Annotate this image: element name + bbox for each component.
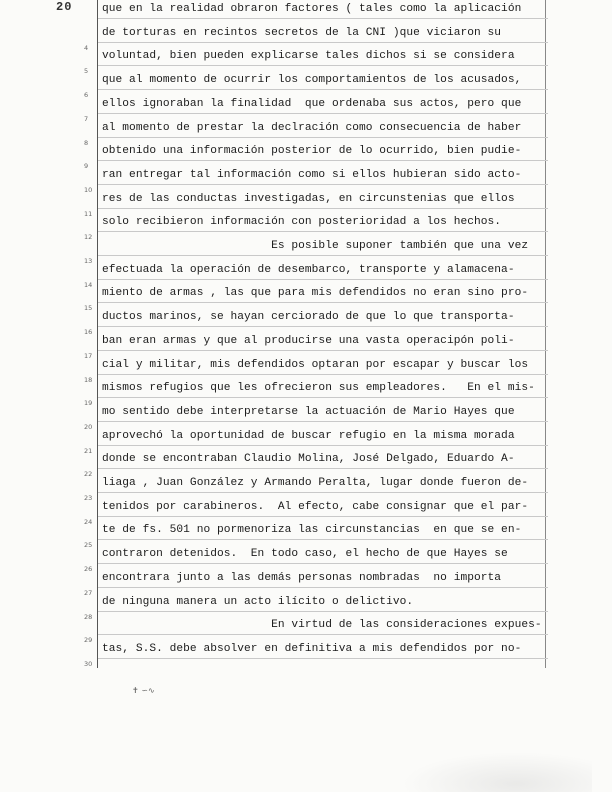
line-number: 11: [84, 209, 93, 218]
text-line: [98, 445, 548, 469]
line-number: 27: [84, 588, 93, 597]
line-text: mismos refugios que les ofrecieron sus empleadores. En el mis-: [102, 382, 535, 395]
line-text: ellos ignoraban la finalidad que ordenaba sus actos, pero que: [102, 97, 522, 110]
line-text: En virtud de las consideraciones expues-: [102, 619, 542, 632]
line-number: 7: [84, 114, 89, 123]
text-line: [98, 327, 548, 351]
line-number: 26: [84, 565, 93, 574]
footer-mark: ✝ ∽∿: [132, 686, 155, 695]
line-text: de torturas en recintos secretos de la CNI )que viciaron su: [102, 26, 502, 39]
line-number: 16: [84, 328, 93, 337]
text-line: [98, 398, 548, 422]
line-number: 18: [84, 375, 93, 384]
line-text: al momento de prestar la declración como consecuencia de haber: [102, 121, 522, 134]
line-text: liaga , Juan González y Armando Peralta, lugar donde fueron de-: [102, 477, 529, 489]
line-number: 24: [84, 517, 93, 526]
text-line: [98, 374, 548, 398]
line-number: 28: [84, 612, 93, 621]
line-text: que al momento de ocurrir los comportamientos de los acusados,: [102, 74, 522, 87]
page-number: 20: [56, 0, 73, 14]
text-line: [98, 19, 548, 43]
text-line: [98, 208, 548, 232]
line-text: obtenido una información posterior de lo ocurrido, bien pudie-: [102, 145, 522, 158]
text-line: [98, 279, 548, 303]
text-line: [98, 611, 548, 635]
line-number: 21: [84, 446, 93, 455]
line-text: res de las conductas investigadas, en circunstenias que ellos: [102, 192, 515, 205]
line-text: encontrara junto a las demás personas nombradas no importa: [102, 571, 502, 584]
line-number: 6: [84, 91, 89, 100]
line-text: solo recibieron información con posterioridad a los hechos.: [102, 216, 502, 229]
line-number: 29: [84, 636, 93, 645]
line-number: 13: [84, 257, 93, 265]
line-text: voluntad, bien pueden explicarse tales dichos si se considera: [102, 50, 515, 63]
line-text: efectuada la operación de desembarco, transporte y alamacena-: [102, 263, 515, 276]
text-line: [98, 256, 548, 280]
line-number: 9: [84, 162, 89, 171]
text-line: [98, 351, 548, 375]
line-number: 12: [84, 233, 93, 242]
line-number: 20: [84, 422, 93, 431]
line-number: 22: [84, 470, 93, 479]
text-line: [98, 137, 548, 161]
line-text: aprovechó la oportunidad de buscar refugio en la misma morada: [102, 429, 515, 442]
line-number: 5: [84, 67, 89, 76]
text-line: [98, 0, 548, 19]
line-text: te de fs. 501 no pormenoriza las circunstancias en que se en-: [102, 524, 522, 537]
text-line: [98, 422, 548, 446]
line-text: que en la realidad obraron factores ( tales como la aplicación: [102, 3, 522, 15]
line-text: donde se encontraban Claudio Molina, José Delgado, Eduardo A-: [102, 453, 515, 466]
line-number: 23: [84, 494, 93, 502]
line-text: cial y militar, mis defendidos optaran por escapar y buscar los: [102, 358, 529, 371]
text-line: [98, 469, 548, 493]
text-line: [98, 42, 548, 66]
line-number: 4: [84, 43, 89, 52]
text-line: [98, 564, 548, 588]
line-number: 30: [84, 659, 93, 668]
line-number: 17: [84, 351, 93, 360]
line-text: ban eran armas y que al producirse una vasta operacipón poli-: [102, 334, 515, 347]
line-text: ran entregar tal información como si ellos hubieran sido acto-: [102, 168, 522, 181]
line-number: 10: [84, 185, 93, 194]
text-line: [98, 516, 548, 540]
line-number: 19: [84, 399, 93, 408]
text-line: [98, 114, 548, 138]
line-number: 8: [84, 138, 89, 147]
text-line: [98, 635, 548, 659]
text-line: [98, 540, 548, 564]
line-number: 25: [84, 541, 93, 550]
line-text: de ninguna manera un acto ilícito o delictivo.: [102, 595, 414, 608]
text-line: [98, 232, 548, 256]
line-text: tenidos por carabineros. Al efecto, cabe consignar que el par-: [102, 500, 529, 513]
text-line: [98, 161, 548, 185]
line-text: Es posible suponer también que una vez: [102, 240, 529, 252]
text-line: [98, 66, 548, 90]
scan-smudge: [402, 752, 592, 792]
text-line: [98, 90, 548, 114]
line-number: 14: [84, 280, 93, 289]
line-text: ductos marinos, se hayan cerciorado de que lo que transporta-: [102, 311, 515, 324]
text-line: [98, 493, 548, 517]
line-text: tas, S.S. debe absolver en definitiva a mis defendidos por no-: [102, 642, 522, 655]
line-number: 15: [84, 304, 93, 313]
text-line: [98, 303, 548, 327]
line-text: mo sentido debe interpretarse la actuación de Mario Hayes que: [102, 405, 515, 418]
text-line: [98, 185, 548, 209]
line-text: miento de armas , las que para mis defendidos no eran sino pro-: [102, 287, 529, 300]
line-text: contraron detenidos. En todo caso, el hecho de que Hayes se: [102, 548, 508, 561]
text-line: [98, 588, 548, 612]
